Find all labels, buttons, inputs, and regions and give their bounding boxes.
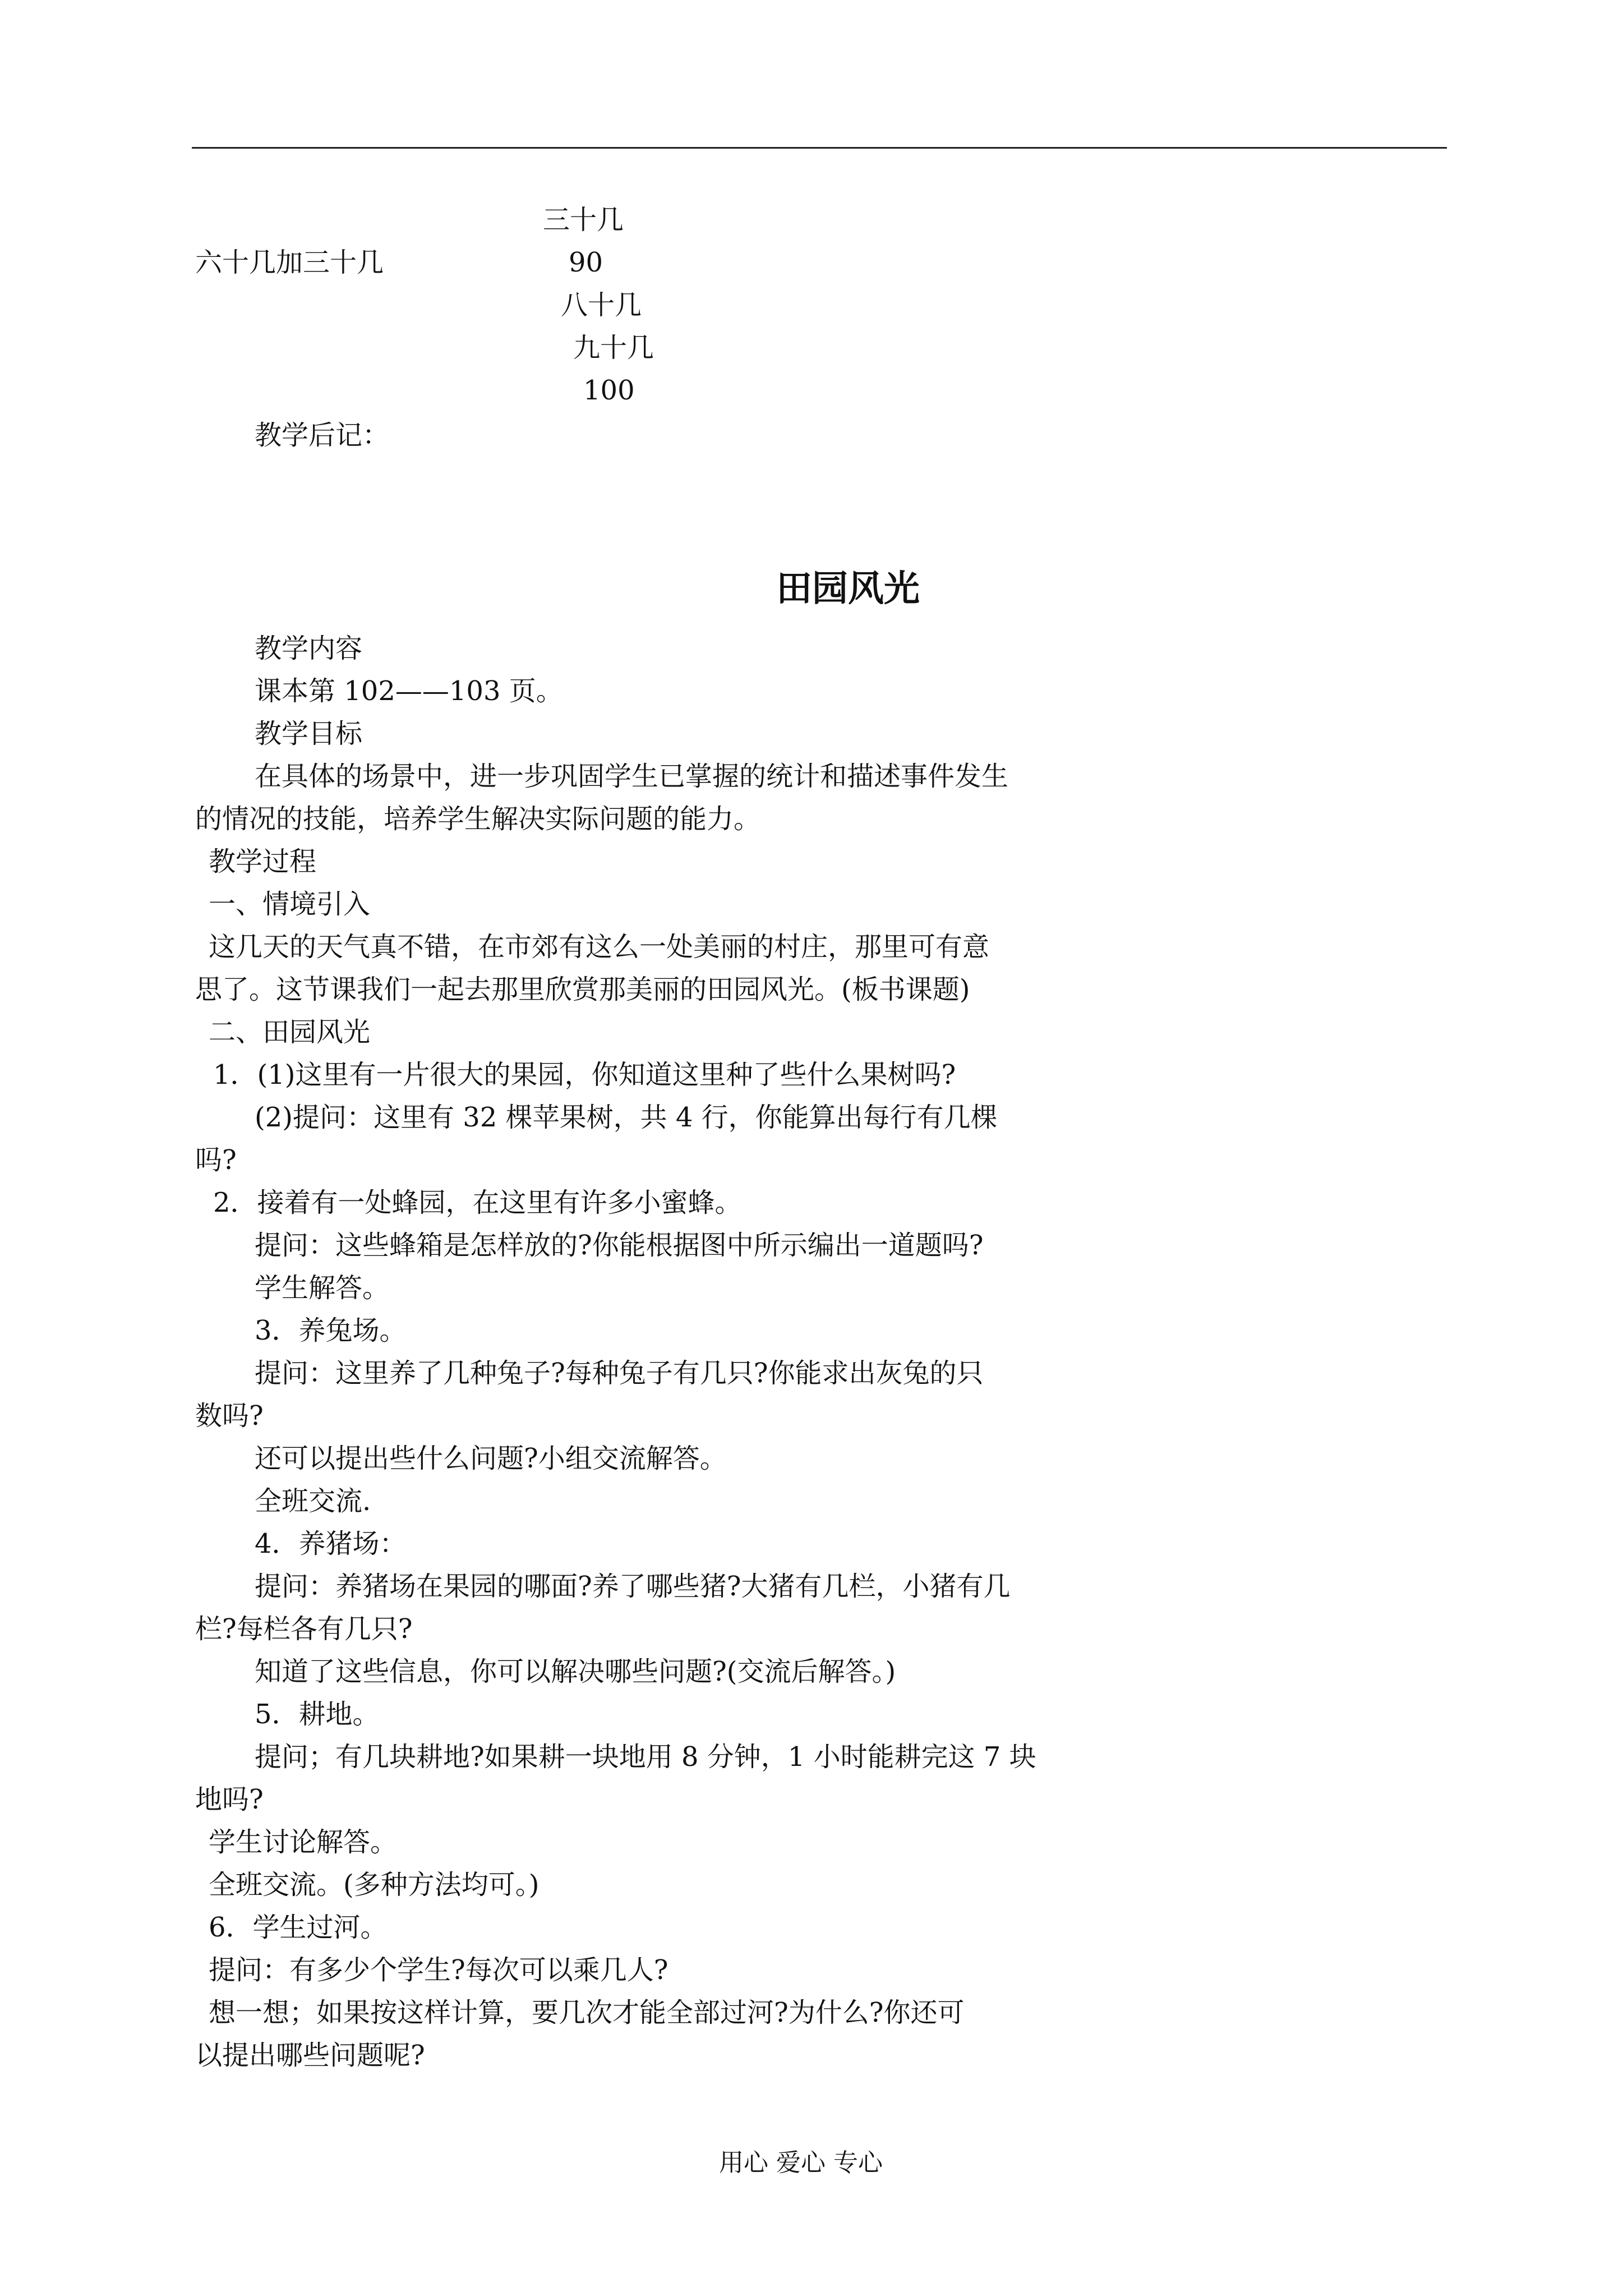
text-line: 全班交流。(多种方法均可。) (209, 1869, 540, 1901)
text-line: 思了。这节课我们一起去那里欣赏那美丽的田园风光。(板书课题) (195, 974, 970, 1005)
text-line: 数吗? (195, 1400, 264, 1432)
page-footer: 用心 爱心 专心 (719, 2148, 883, 2177)
text-line: 2．接着有一处蜂园，在这里有许多小蜜蜂。 (213, 1187, 742, 1218)
text-line: 提问：有多少个学生?每次可以乘几人? (209, 1954, 668, 1986)
text-line: 这几天的天气真不错，在市郊有这么一处美丽的村庄，那里可有意 (209, 931, 990, 963)
breakdown-row-3: 八十几 (561, 289, 642, 321)
text-line: 知道了这些信息，你可以解决哪些问题?(交流后解答。) (255, 1656, 896, 1687)
text-line: 5．耕地。 (255, 1699, 380, 1730)
breakdown-row-2-value: 90 (569, 247, 603, 278)
text-line: 栏?每栏各有几只? (195, 1613, 413, 1645)
text-line: 4．养猪场： (255, 1528, 407, 1559)
text-line: 3．养兔场。 (255, 1315, 407, 1346)
text-line: 教学过程 (209, 846, 317, 877)
text-line: 学生讨论解答。 (209, 1826, 398, 1858)
text-line: 提问：这些蜂箱是怎样放的?你能根据图中所示编出一道题吗? (255, 1230, 984, 1261)
text-line: 6．学生过河。 (209, 1912, 388, 1943)
text-line: 提问：这里养了几种兔子?每种兔子有几只?你能求出灰兔的只 (255, 1358, 984, 1389)
text-line: 吗? (195, 1144, 237, 1176)
text-line: (2)提问：这里有 32 棵苹果树，共 4 行，你能算出每行有几棵 (255, 1102, 998, 1133)
text-line: 的情况的技能，培养学生解决实际问题的能力。 (195, 803, 761, 835)
text-line: 想一想；如果按这样计算，要几次才能全部过河?为什么?你还可 (209, 1997, 965, 2028)
text-line: 在具体的场景中，进一步巩固学生已掌握的统计和描述事件发生 (255, 761, 1009, 792)
breakdown-row-1: 三十几 (543, 204, 624, 236)
text-line: 还可以提出些什么问题?小组交流解答。 (255, 1443, 727, 1474)
breakdown-row-5: 100 (583, 375, 635, 406)
text-line: 提问；有几块耕地?如果耕一块地用 8 分钟，1 小时能耕完这 7 块 (255, 1741, 1036, 1773)
text-line: 二、田园风光 (209, 1016, 371, 1048)
text-line: 教学内容 (255, 633, 363, 664)
text-line: 一、情境引入 (209, 889, 371, 920)
text-line: 学生解答。 (255, 1272, 390, 1304)
postscript-label: 教学后记： (255, 420, 390, 451)
lesson-title: 田园风光 (776, 568, 920, 610)
header-rule (192, 147, 1447, 149)
text-line: 课本第 102——103 页。 (255, 675, 563, 707)
text-line: 以提出哪些问题呢? (195, 2040, 425, 2071)
breakdown-row-2-label: 六十几加三十几 (195, 247, 384, 278)
text-line: 1．(1)这里有一片很大的果园，你知道这里种了些什么果树吗? (213, 1059, 956, 1091)
breakdown-row-4: 九十几 (573, 332, 654, 364)
text-line: 提问：养猪场在果园的哪面?养了哪些猪?大猪有几栏，小猪有几 (255, 1571, 1011, 1602)
text-line: 全班交流. (255, 1485, 371, 1517)
text-line: 教学目标 (255, 718, 363, 749)
text-line: 地吗? (195, 1784, 264, 1815)
